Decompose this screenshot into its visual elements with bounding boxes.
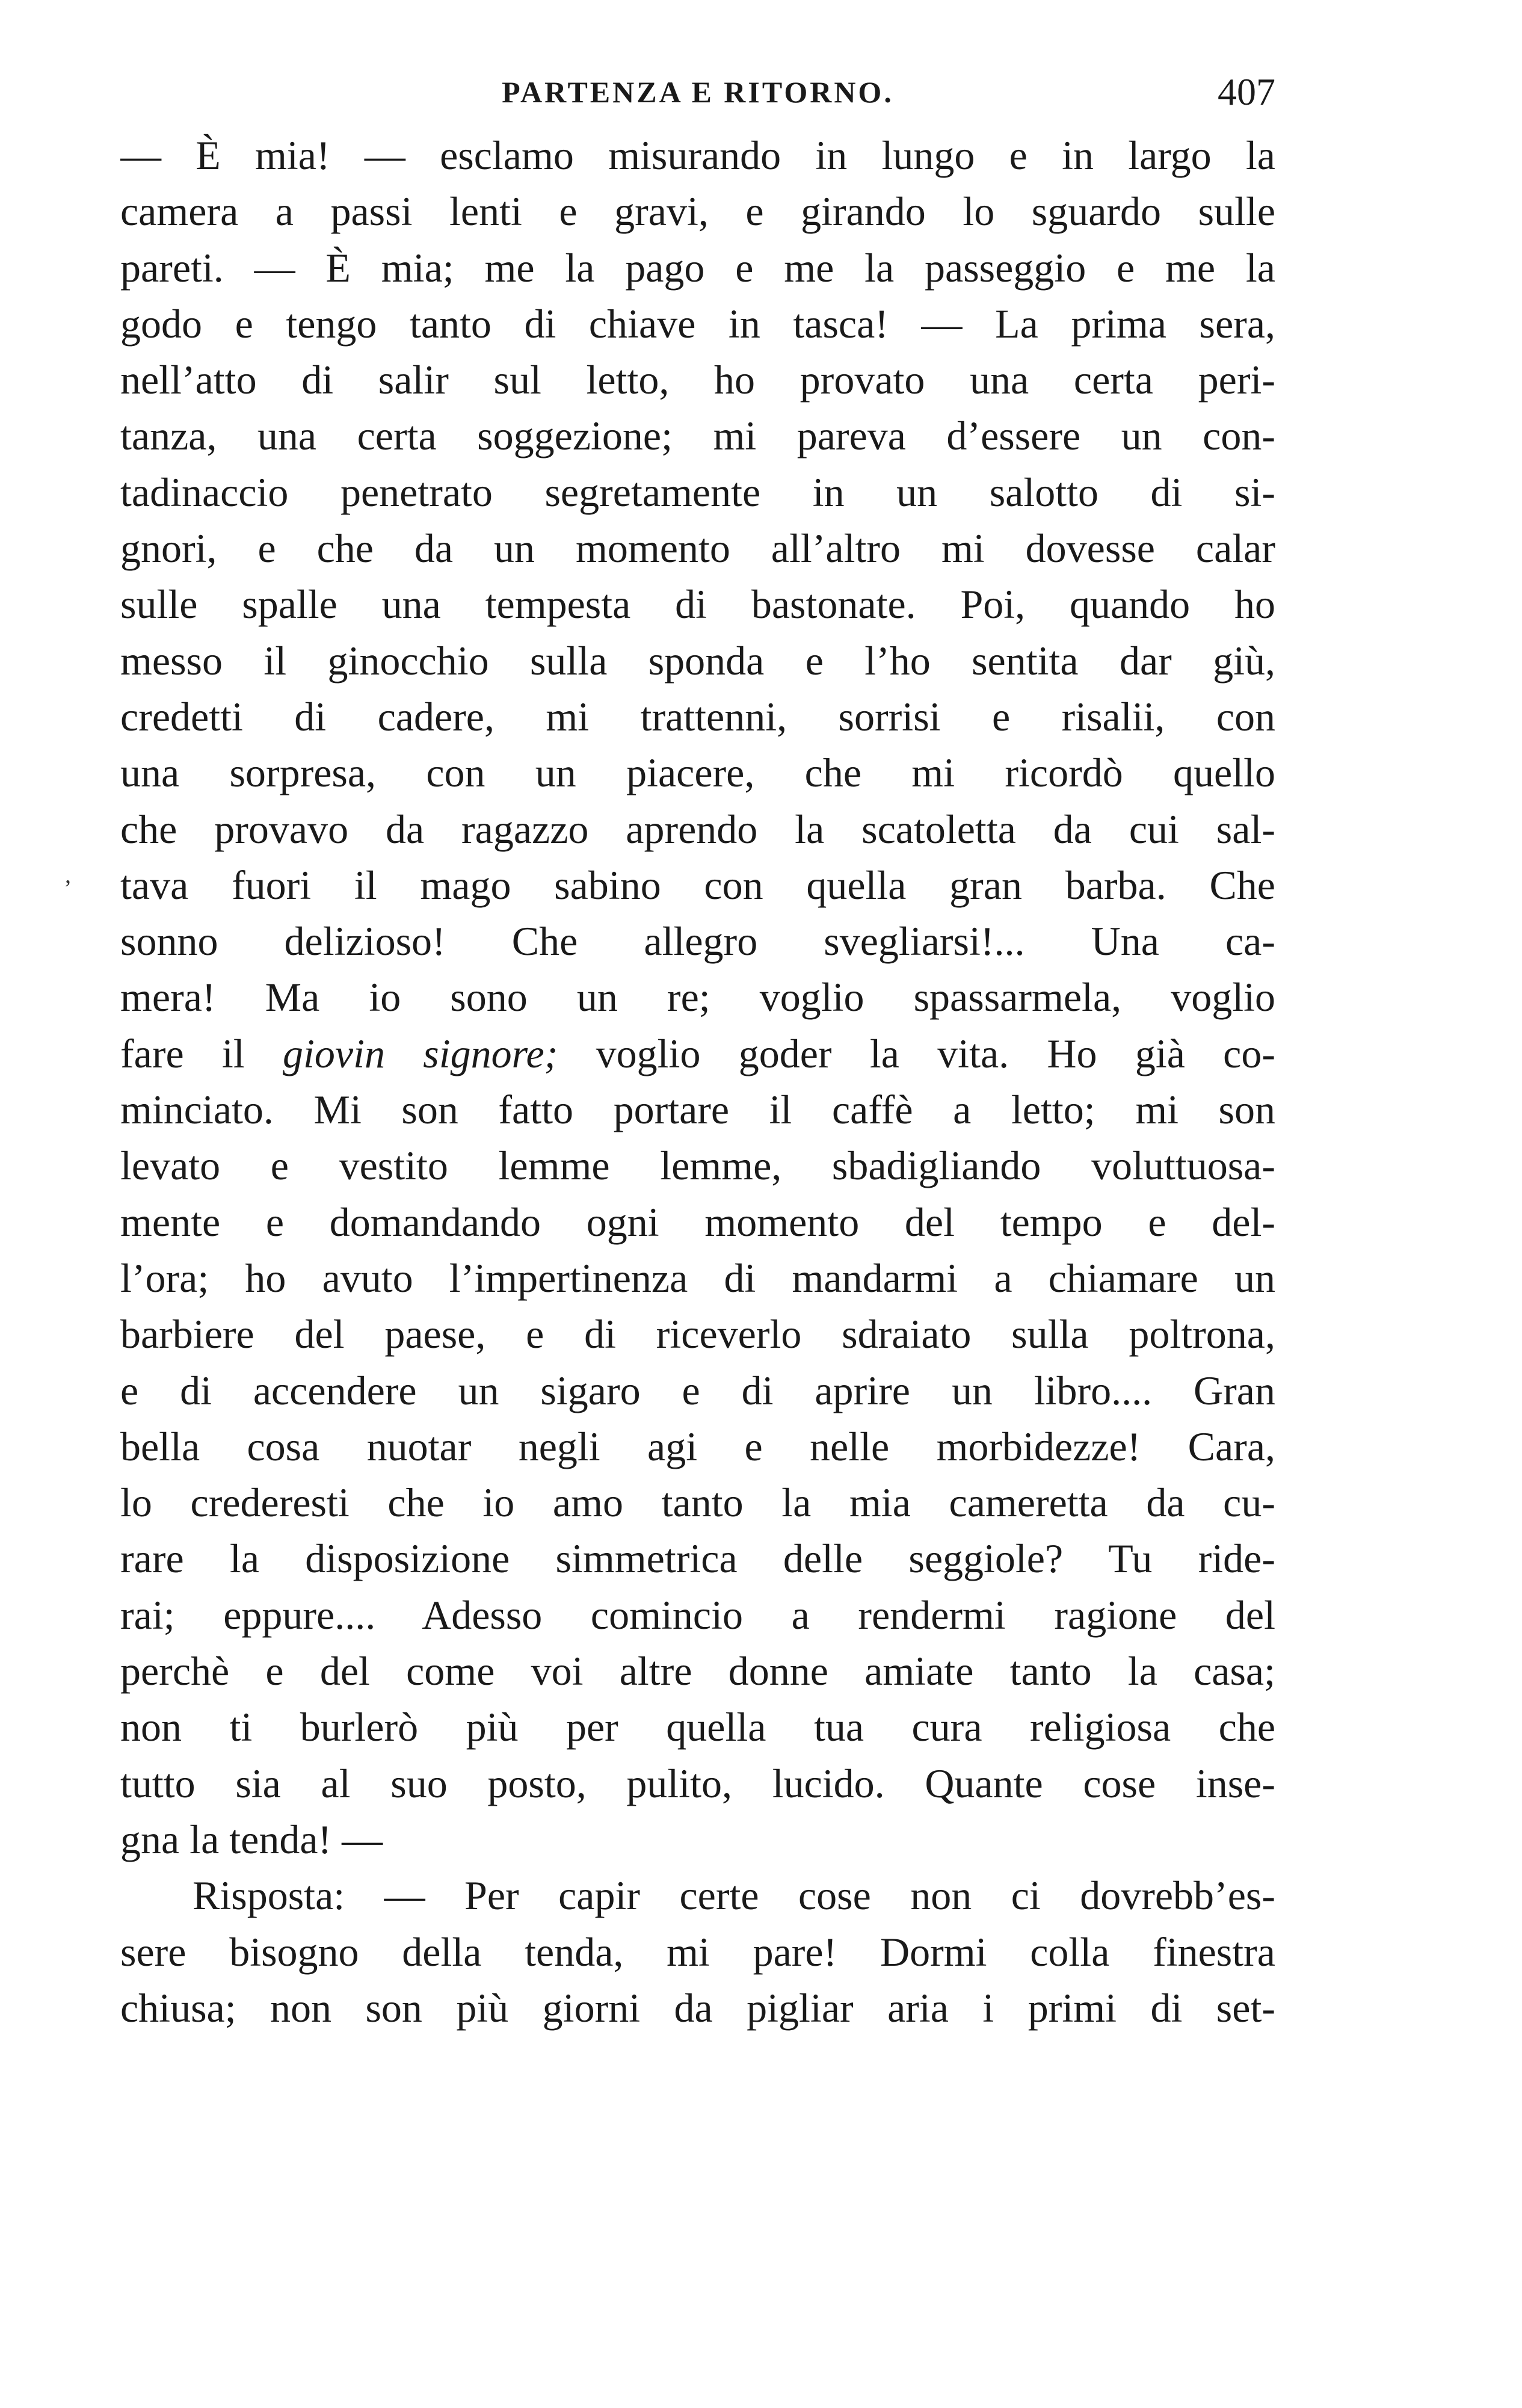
text-line: bella cosa nuotar negli agi e nelle morbidezze! Cara, xyxy=(120,1423,1275,1469)
text-line: sulle spalle una tempesta di bastonate. Poi, quando ho xyxy=(120,581,1275,628)
text-line-italic xyxy=(120,1026,1275,1082)
text-line: rare la disposizione simmetrica delle seggiole? Tu ride- xyxy=(120,1536,1275,1582)
text-line: l’ora; ho avuto l’impertinenza di mandarmi a chiamare un xyxy=(120,1255,1275,1301)
text-line: messo il ginocchio sulla sponda e l’ho sentita dar giù, xyxy=(120,637,1275,684)
text-line: levato e vestito lemme lemme, sbadigliando voluttuosa- xyxy=(120,1143,1275,1189)
text-line: pareti. — È mia; me la pago e me la passeggio e me la xyxy=(120,244,1275,291)
text-line: mente e domandando ogni momento del tempo e del- xyxy=(120,1199,1275,1245)
text-line: credetti di cadere, mi trattenni, sorrisi e risalii, con xyxy=(120,693,1275,739)
text-segment: fare il xyxy=(120,1030,283,1076)
italic-phrase: giovin signore; xyxy=(283,1030,558,1076)
page-number: 407 xyxy=(1218,70,1275,113)
text-line: lo crederesti che io amo tanto la mia cameretta da cu- xyxy=(120,1480,1275,1526)
paragraph-start-line: Risposta: — Per capir certe cose non ci dovrebb’es- xyxy=(193,1872,1275,1919)
paragraph-end-line: gna la tenda! — xyxy=(120,1816,383,1862)
text-line: tadinaccio penetrato segretamente in un salotto di si- xyxy=(120,469,1275,515)
text-line: tutto sia al suo posto, pulito, lucido. Quante cose inse- xyxy=(120,1760,1275,1806)
text-segment: voglio goder la vita. Ho già co- xyxy=(558,1030,1275,1076)
text-line: godo e tengo tanto di chiave in tasca! — La prima sera, xyxy=(120,300,1275,347)
text-line: chiusa; non son più giorni da pigliar aria i primi di set- xyxy=(120,1984,1275,2031)
body-text xyxy=(120,128,1275,2036)
text-line: mera! Ma io sono un re; voglio spassarmela, voglio xyxy=(120,974,1275,1020)
text-line: una sorpresa, con un piacere, che mi ricordò quello xyxy=(120,750,1275,796)
text-line: — È mia! — esclamo misurando in lungo e in largo la xyxy=(120,132,1275,178)
text-line: e di accendere un sigaro e di aprire un libro.... Gran xyxy=(120,1367,1275,1413)
text-line: sonno delizioso! Che allegro svegliarsi!... Una ca- xyxy=(120,918,1275,965)
text-line: barbiere del paese, e di riceverlo sdraiato sulla poltrona, xyxy=(120,1311,1275,1357)
text-line: tava fuori il mago sabino con quella gran barba. Che xyxy=(120,862,1275,908)
text-line: che provavo da ragazzo aprendo la scatoletta da cui sal- xyxy=(120,806,1275,852)
text-line: tanza, una certa soggezione; mi pareva d’essere un con- xyxy=(120,413,1275,459)
text-line: minciato. Mi son fatto portare il caffè a letto; mi son xyxy=(120,1087,1275,1133)
text-line: camera a passi lenti e gravi, e girando lo sguardo sulle xyxy=(120,188,1275,235)
page-header xyxy=(120,65,1275,119)
text-line: rai; eppure.... Adesso comincio a rendermi ragione del xyxy=(120,1591,1275,1638)
text-line: non ti burlerò più per quella tua cura religiosa che xyxy=(120,1704,1275,1750)
margin-mark: , xyxy=(65,861,71,888)
text-line: nell’atto di salir sul letto, ho provato una certa peri- xyxy=(120,357,1275,403)
running-head: PARTENZA E RITORNO. xyxy=(502,75,894,109)
text-line: sere bisogno della tenda, mi pare! Dormi colla finestra xyxy=(120,1928,1275,1975)
text-line: gnori, e che da un momento all’altro mi dovesse calar xyxy=(120,525,1275,572)
text-line: perchè e del come voi altre donne amiate tanto la casa; xyxy=(120,1648,1275,1694)
